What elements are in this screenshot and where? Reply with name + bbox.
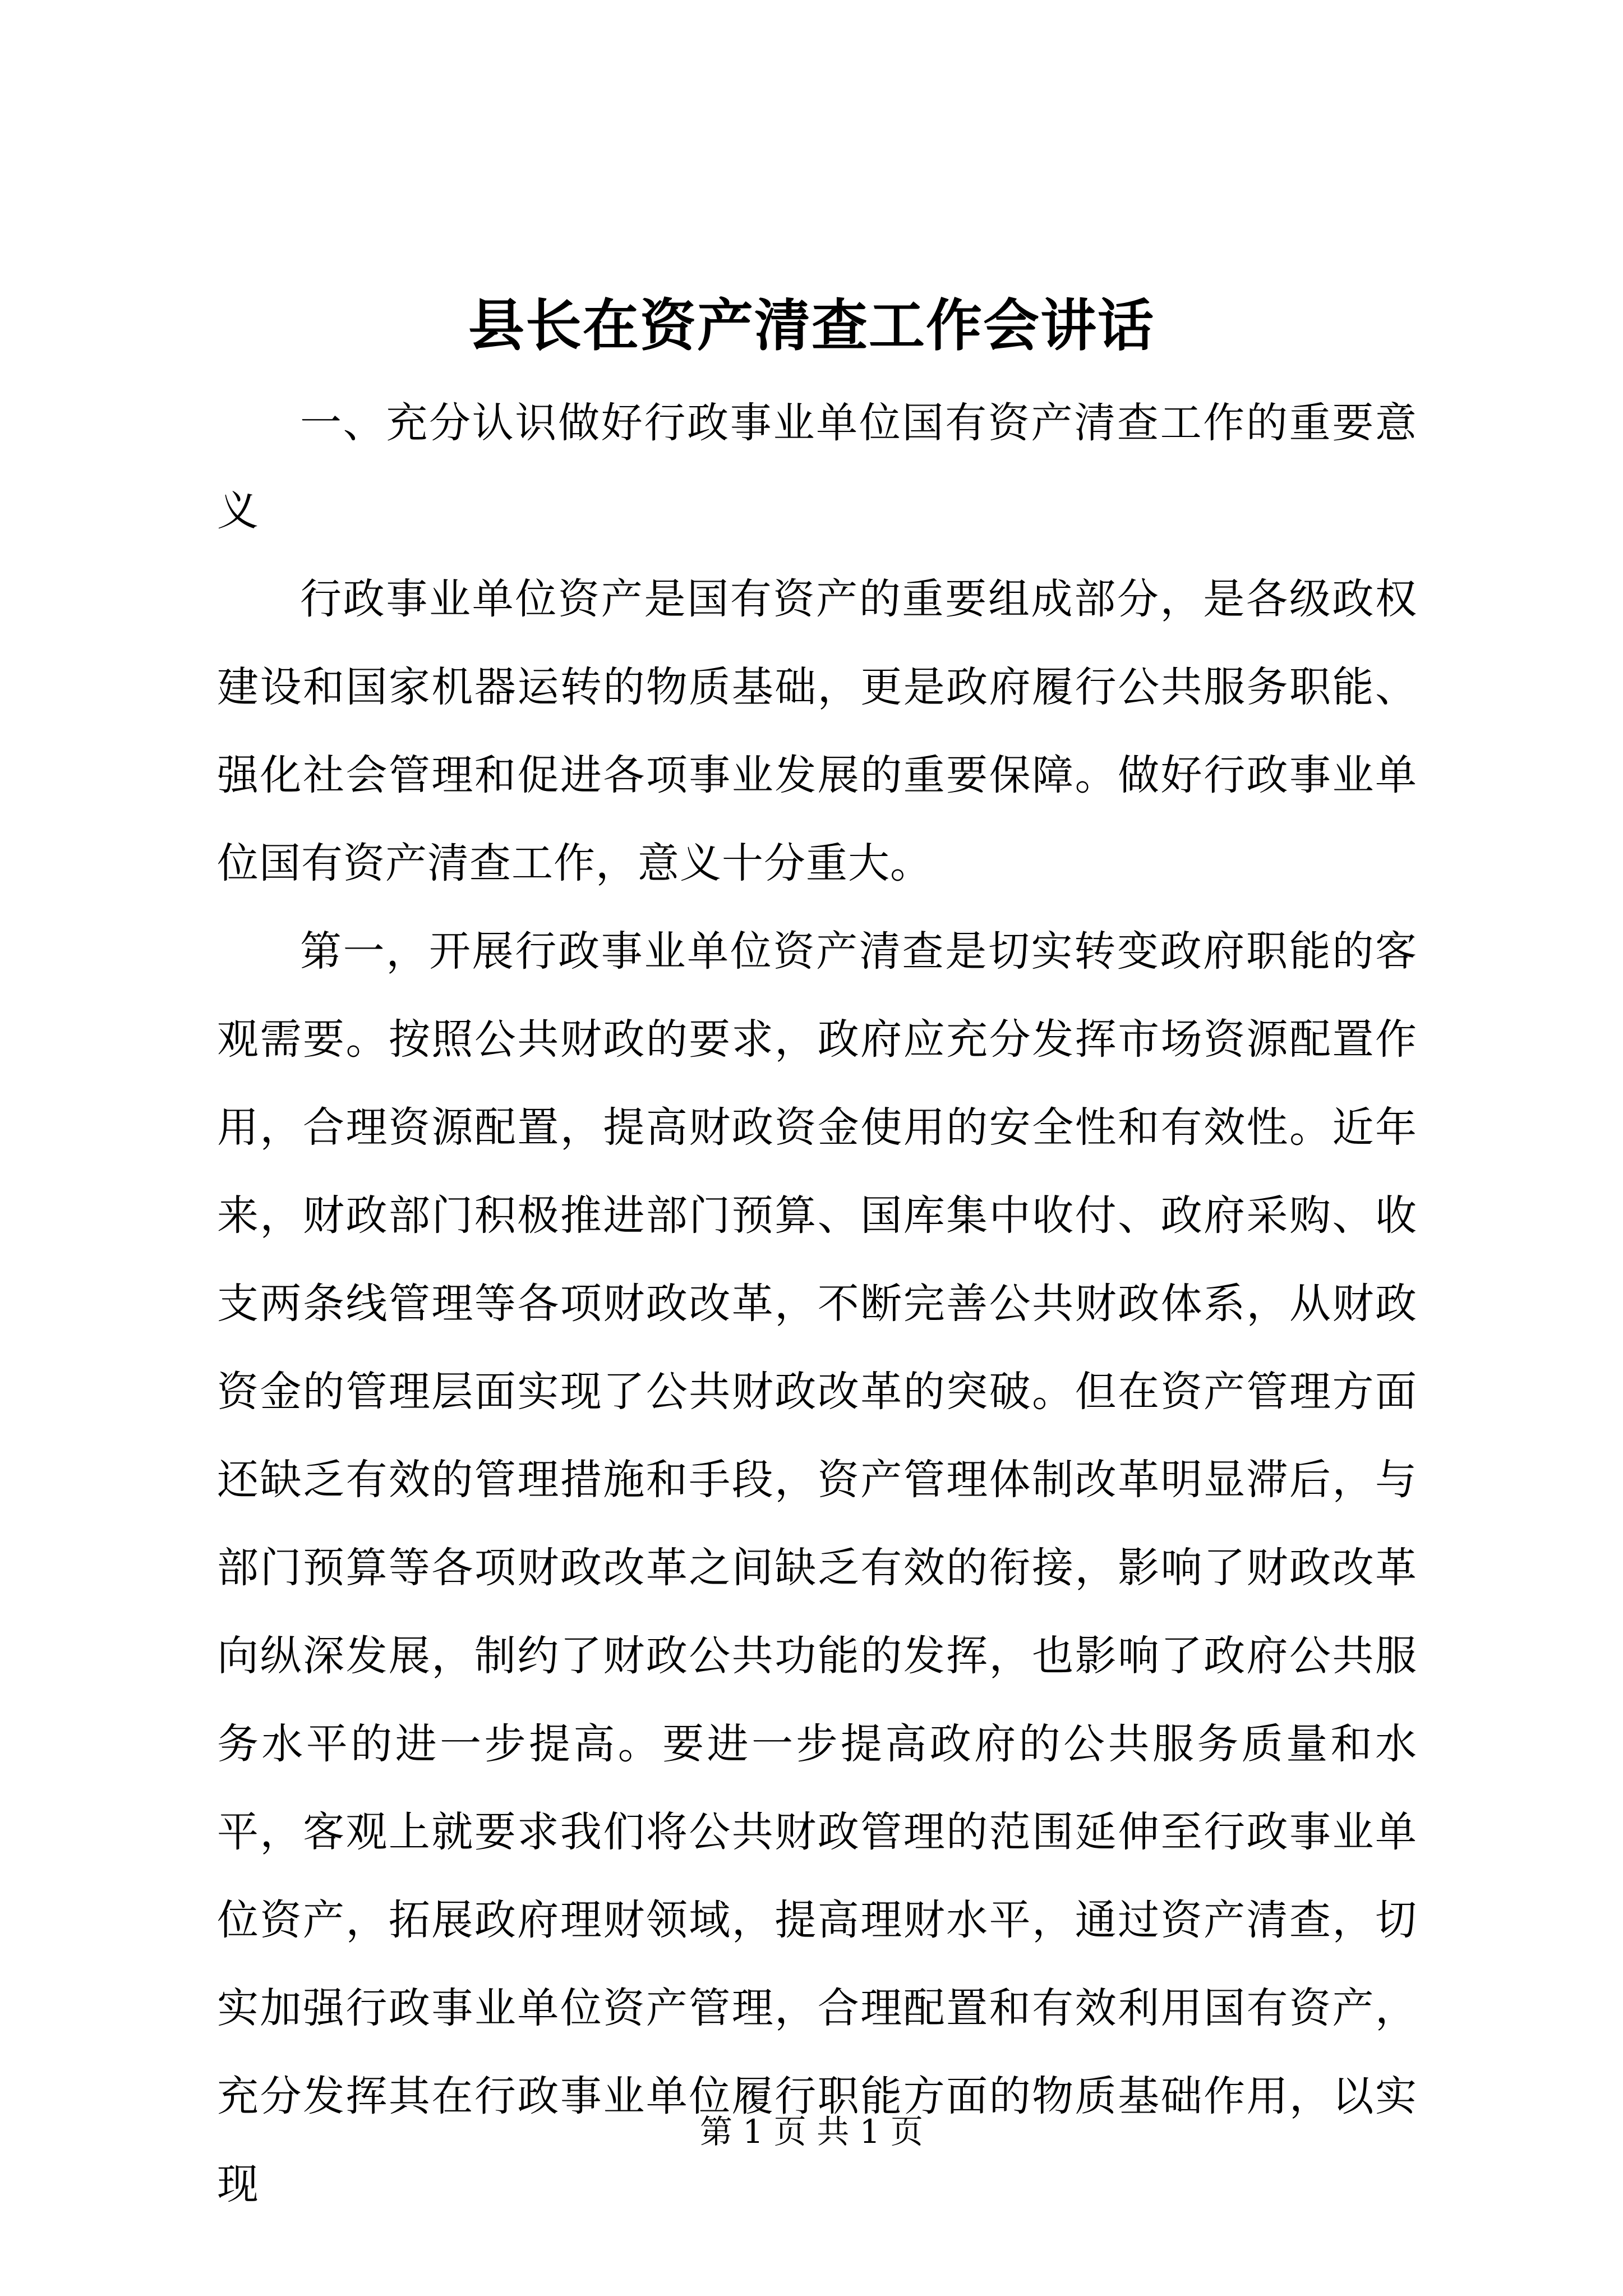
document-title: 县长在资产清查工作会讲话 <box>468 292 1155 358</box>
body-paragraph: 第一，开展行政事业单位资产清查是切实转变政府职能的客观需要。按照公共财政的要求，政府应充分发挥市场资源配置作用，合理资源配置，提高财政资金使用的安全性和有效性。近年来，财政部门积极推进部门预算、国库集中收付、政府采购、收支两条线管理等各项财政改革，不断完善公共财政体系，从财政资金的管理层面实现了公共财政改革的突破。但在资产管理方面还缺乏有效的管理措施和手段，资产管理体制改革明显滞后，与部门预算等各项财政改革之间缺乏有效的衔接，影响了财政改革向纵深发展，制约了财政公共功能的发挥，也影响了政府公共服务水平的进一步提高。要进一步提高政府的公共服务质量和水平，客观上就要求我们将公共财政管理的范围延伸至行政事业单位资产，拓展政府理财领域，提高理财水平，通过资产清查，切实加强行政事业单位资产管理，合理配置和有效利用国有资产，充分发挥其在行政事业单位履行职能方面的物质基础作用，以实现 <box>217 927 1417 2208</box>
body-paragraph: 行政事业单位资产是国有资产的重要组成部分，是各级政权建设和国家机器运转的物质基础，更是政府履行公共服务职能、强化社会管理和促进各项事业发展的重要保障。做好行政事业单位国有资产清查工作，意义十分重大。 <box>217 575 1417 887</box>
document-body <box>217 379 1417 2229</box>
section-heading: 一、充分认识做好行政事业单位国有资产清查工作的重要意义 <box>217 399 1417 535</box>
page-footer: 第 1 页 共 1 页 <box>700 2113 923 2151</box>
